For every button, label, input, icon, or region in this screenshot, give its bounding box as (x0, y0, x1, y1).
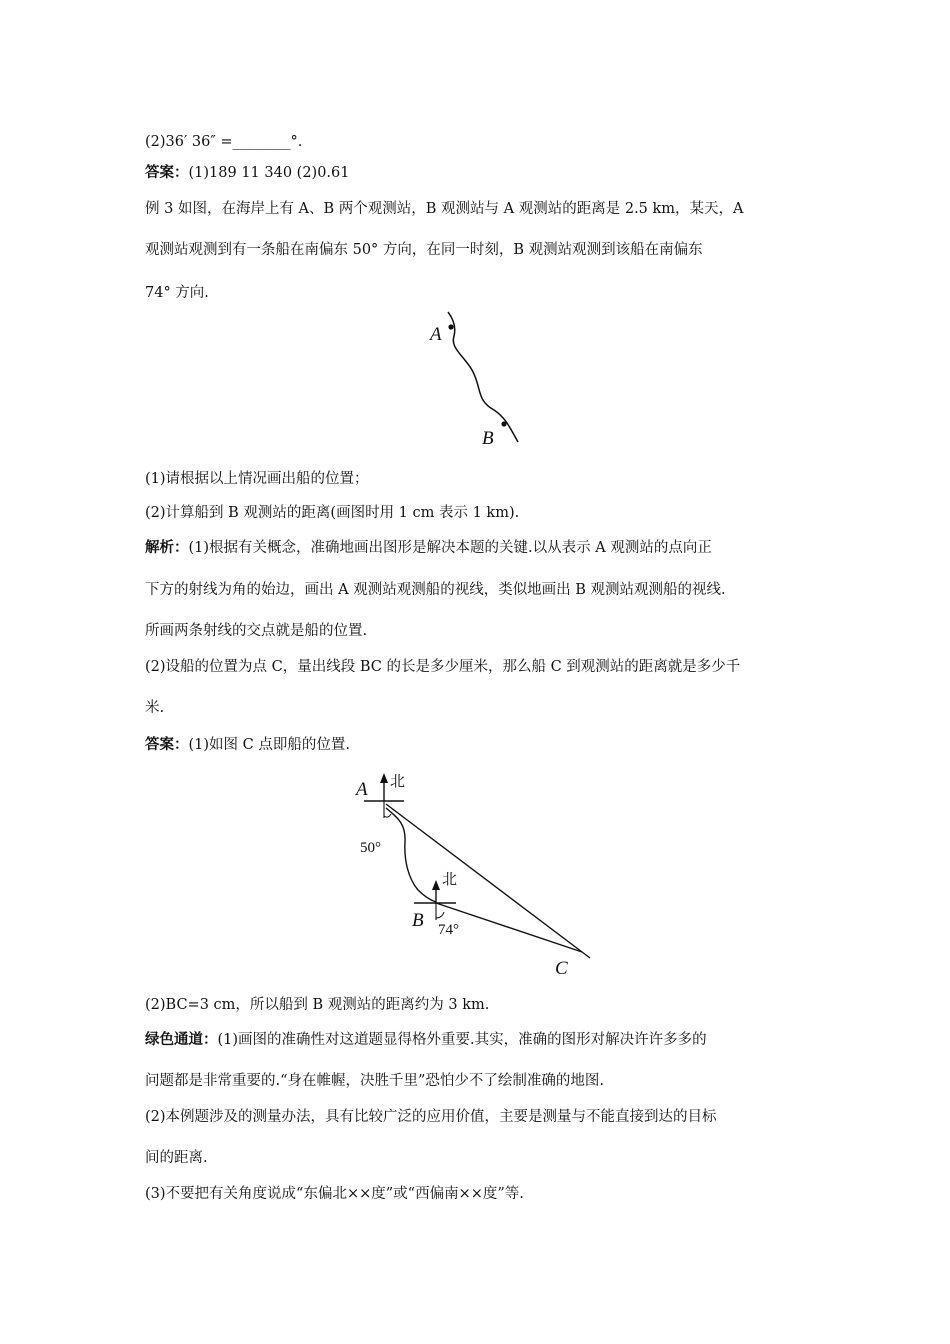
tips-line-5: (3)不要把有关角度说成“东偏北××度”或“西偏南××度”等. (145, 1186, 524, 1202)
answer-label: 答案： (145, 165, 189, 181)
answer-2-part-2: (2)BC=3 cm，所以船到 B 观测站的距离约为 3 km. (145, 997, 490, 1013)
north-label-b: 北 (442, 872, 458, 888)
angle-label-a: 50° (360, 840, 381, 856)
coast-figure (420, 310, 530, 450)
tips-label: 绿色通道： (145, 1032, 218, 1048)
tips-line-1 (145, 1030, 707, 1050)
analysis-text: (1)根据有关概念，准确地画出图形是解决本题的关键.以从表示 A 观测站的点向正 (188, 540, 712, 556)
analysis-line-1 (145, 538, 712, 558)
label-a: A (430, 324, 442, 345)
north-arrowhead-a (380, 773, 388, 783)
tips-line-3: (2)本例题涉及的测量办法，具有比较广泛的应用价值，主要是测量与不能直接到达的目标 (145, 1109, 717, 1125)
label-c: C (555, 958, 568, 979)
analysis-line-3: 所画两条射线的交点就是船的位置. (145, 623, 368, 639)
analysis-line-4: (2)设船的位置为点 C，量出线段 BC 的长是多少厘米，那么船 C 到观测站的距离就是多少千 (145, 659, 741, 675)
label-b: B (482, 428, 494, 449)
answer-1 (145, 163, 350, 183)
analysis-label: 解析： (145, 540, 189, 556)
label-b: B (412, 910, 424, 931)
answer-text: (1)如图 C 点即船的位置. (188, 737, 350, 753)
label-a: A (356, 779, 368, 800)
question-part-2: (2)36′ 36″ =________°. (145, 134, 303, 150)
north-label-a: 北 (390, 774, 406, 790)
point-a (448, 324, 453, 329)
example-3-line-1: 例 3 如图，在海岸上有 A、B 两个观测站，B 观测站与 A 观测站的距离是 2.5 km，某天，A (145, 201, 744, 217)
answer-2 (145, 735, 350, 755)
tips-line-4: 间的距离. (145, 1150, 208, 1166)
analysis-line-5: 米. (145, 700, 165, 716)
example-3-line-3: 74° 方向. (145, 285, 209, 301)
answer-label: 答案： (145, 737, 189, 753)
coastline (448, 312, 518, 442)
tips-line-2: 问题都是非常重要的.“身在帷幄，决胜千里”恐怕少不了绘制准确的地图. (145, 1073, 605, 1089)
north-arrowhead-b (432, 880, 440, 890)
answer-text: (1)189 11 340 (2)0.61 (188, 165, 350, 181)
angle-arc-a (384, 814, 391, 817)
angle-arc-b (436, 912, 444, 918)
tips-text: (1)画图的准确性对这道题显得格外重要.其实，准确的图形对解决许许多多的 (217, 1032, 707, 1048)
question-1: (1)请根据以上情况画出船的位置； (145, 471, 369, 487)
example-3-line-2: 观测站观测到有一条船在南偏东 50° 方向，在同一时刻，B 观测站观测到该船在南偏东 (145, 242, 703, 258)
solution-figure (350, 762, 600, 982)
point-b (501, 421, 506, 426)
analysis-line-2: 下方的射线为角的始边，画出 A 观测站观测船的视线，类似地画出 B 观测站观测船的视线. (145, 582, 726, 598)
question-2: (2)计算船到 B 观测站的距离(画图时用 1 cm 表示 1 km). (145, 505, 520, 521)
angle-label-b: 74° (438, 922, 459, 938)
sightline-a (386, 804, 590, 958)
